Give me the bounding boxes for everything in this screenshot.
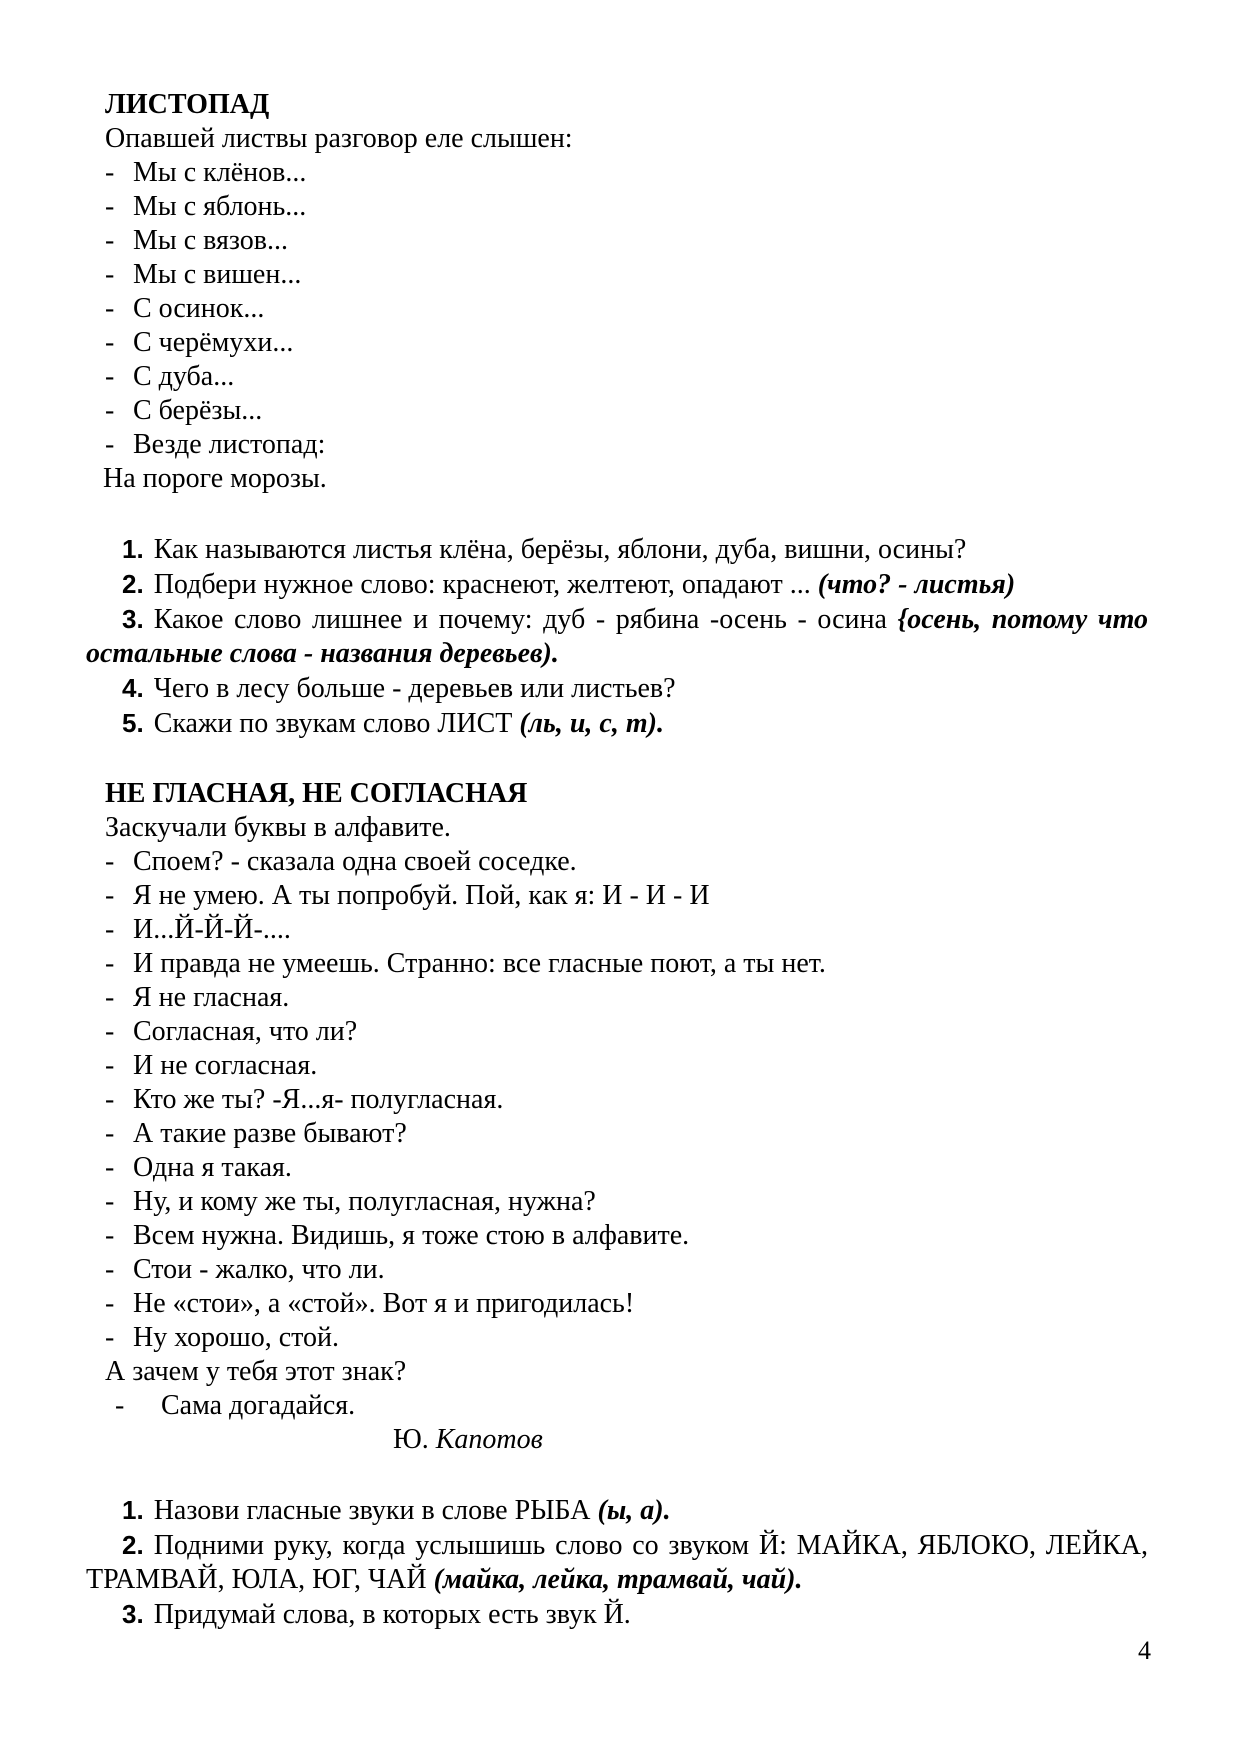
dash-marker: - bbox=[105, 948, 115, 979]
poem-line-text: С берёзы... bbox=[133, 395, 263, 426]
question-item bbox=[86, 706, 1148, 741]
question-item bbox=[86, 671, 1148, 706]
poem-line-text: Мы с клёнов... bbox=[133, 157, 307, 188]
dialogue-line bbox=[86, 1083, 1148, 1117]
poem-closing: На пороге морозы. bbox=[103, 463, 327, 494]
poem-line bbox=[86, 360, 1148, 394]
poem-line-text: С черёмухи... bbox=[133, 327, 294, 358]
dash-marker: - bbox=[105, 846, 115, 877]
question-number: 3. bbox=[122, 604, 144, 634]
dash-marker: - bbox=[115, 1390, 125, 1421]
dash-marker: - bbox=[105, 395, 115, 426]
dialogue-intro: Заскучали буквы в алфавите. bbox=[105, 812, 451, 843]
spacer bbox=[86, 1457, 1148, 1493]
dash-marker: - bbox=[105, 982, 115, 1013]
author-name: Капотов bbox=[435, 1424, 543, 1455]
question-text: Назови гласные звуки в слове РЫБА bbox=[153, 1495, 598, 1526]
dialogue-line bbox=[86, 1185, 1148, 1219]
question-text: Чего в лесу больше - деревьев или листьев? bbox=[153, 673, 676, 704]
dialogue-line bbox=[86, 1321, 1148, 1355]
dialogue-line bbox=[86, 947, 1148, 981]
dialogue-line bbox=[86, 1015, 1148, 1049]
spacer bbox=[86, 496, 1148, 532]
question-number: 4. bbox=[122, 673, 144, 703]
dialogue-text: И не согласная. bbox=[133, 1050, 318, 1081]
question-text: Как называются листья клёна, берёзы, яблони, дуба, вишни, осины? bbox=[153, 534, 967, 565]
question-number: 1. bbox=[122, 534, 144, 564]
poem-line bbox=[86, 292, 1148, 326]
section-title-listopad: ЛИСТОПАД bbox=[105, 89, 270, 120]
dash-marker: - bbox=[105, 225, 115, 256]
question-item bbox=[86, 532, 1148, 567]
poem-line bbox=[86, 428, 1148, 462]
dialogue-text: Споем? - сказала одна своей соседке. bbox=[133, 846, 577, 877]
poem-line-text: Везде листопад: bbox=[133, 429, 326, 460]
poem-line bbox=[86, 394, 1148, 428]
question-number: 2. bbox=[122, 1530, 144, 1560]
dash-marker: - bbox=[105, 191, 115, 222]
dash-marker: - bbox=[105, 880, 115, 911]
dash-marker: - bbox=[105, 1186, 115, 1217]
dash-marker: - bbox=[105, 361, 115, 392]
question-text: Скажи по звукам слово ЛИСТ bbox=[153, 708, 520, 739]
dash-marker: - bbox=[105, 157, 115, 188]
question-item bbox=[86, 602, 1148, 671]
dialogue-text: И правда не умеешь. Странно: все гласные поют, а ты нет. bbox=[133, 948, 826, 979]
question-number: 2. bbox=[122, 569, 144, 599]
question-item bbox=[86, 567, 1148, 602]
dash-marker: - bbox=[105, 1254, 115, 1285]
dialogue-line bbox=[86, 981, 1148, 1015]
dash-marker: - bbox=[105, 1220, 115, 1251]
poem-line bbox=[86, 224, 1148, 258]
answer-text: {осень, потому что остальные слова - названия деревьев). bbox=[86, 604, 1148, 669]
dialogue-text: И...Й-Й-Й-.... bbox=[133, 914, 291, 945]
dash-marker: - bbox=[105, 1050, 115, 1081]
poem-line-text: Мы с вишен... bbox=[133, 259, 302, 290]
dialogue-line bbox=[86, 1219, 1148, 1253]
poem-intro: Опавшей листвы разговор еле слышен: bbox=[105, 123, 573, 154]
answer-text: (майка, лейка, трамвай, чай). bbox=[433, 1564, 803, 1595]
answer-text: (что? - листья) bbox=[817, 569, 1016, 600]
dash-marker: - bbox=[105, 914, 115, 945]
dialogue-line bbox=[86, 1049, 1148, 1083]
dialogue-text: Не «стои», а «стой». Вот я и пригодилась! bbox=[133, 1288, 635, 1319]
dash-marker: - bbox=[105, 1322, 115, 1353]
poem-line-text: С осинок... bbox=[133, 293, 265, 324]
dialogue-line bbox=[86, 1117, 1148, 1151]
dialogue-text: Согласная, что ли? bbox=[133, 1016, 358, 1047]
page-number: 4 bbox=[1138, 1636, 1151, 1665]
dialogue-text: Ну хорошо, стой. bbox=[133, 1322, 339, 1353]
question-item bbox=[86, 1597, 1148, 1632]
dialogue-line bbox=[86, 1287, 1148, 1321]
poem-line-text: Мы с яблонь... bbox=[133, 191, 307, 222]
question-item bbox=[86, 1528, 1148, 1597]
question-number: 3. bbox=[122, 1599, 144, 1629]
dialogue-line bbox=[86, 1253, 1148, 1287]
author-initial: Ю. bbox=[393, 1424, 436, 1455]
dash-marker: - bbox=[105, 1288, 115, 1319]
dialogue-text: Одна я такая. bbox=[133, 1152, 292, 1183]
dialogue-final-line bbox=[86, 1389, 1148, 1423]
dash-marker: - bbox=[105, 1084, 115, 1115]
section-title-vowel: НЕ ГЛАСНАЯ, НЕ СОГЛАСНАЯ bbox=[105, 778, 528, 809]
dash-marker: - bbox=[105, 259, 115, 290]
dialogue-line bbox=[86, 1151, 1148, 1185]
dialogue-text: Кто же ты? -Я...я- полугласная. bbox=[133, 1084, 504, 1115]
poem-line bbox=[86, 258, 1148, 292]
question-text: Придумай слова, в которых есть звук Й. bbox=[153, 1599, 631, 1630]
dialogue-text: Я не гласная. bbox=[133, 982, 290, 1013]
dialogue-text: Стои - жалко, что ли. bbox=[133, 1254, 385, 1285]
answer-text: (ы, а). bbox=[597, 1495, 671, 1526]
question-number: 5. bbox=[122, 708, 144, 738]
dialogue-line bbox=[86, 913, 1148, 947]
dash-marker: - bbox=[105, 1152, 115, 1183]
question-text: Подбери нужное слово: краснеют, желтеют, опадают ... bbox=[153, 569, 818, 600]
dash-marker: - bbox=[105, 327, 115, 358]
dialogue-text: Сама догадайся. bbox=[161, 1390, 356, 1421]
spacer bbox=[86, 741, 1148, 777]
poem-line bbox=[86, 326, 1148, 360]
dash-marker: - bbox=[105, 1118, 115, 1149]
poem-line bbox=[86, 190, 1148, 224]
dialogue-text: Ну, и кому же ты, полугласная, нужна? bbox=[133, 1186, 596, 1217]
dialogue-line bbox=[86, 845, 1148, 879]
question-number: 1. bbox=[122, 1495, 144, 1525]
dash-marker: - bbox=[105, 293, 115, 324]
dialogue-text: Я не умею. А ты попробуй. Пой, как я: И - И - И bbox=[133, 880, 710, 911]
author-line bbox=[86, 1423, 1148, 1457]
document-page bbox=[86, 88, 1148, 1632]
dialogue-line bbox=[86, 879, 1148, 913]
poem-line-text: Мы с вязов... bbox=[133, 225, 288, 256]
dash-marker: - bbox=[105, 429, 115, 460]
poem-line-text: С дуба... bbox=[133, 361, 235, 392]
dialogue-text: Всем нужна. Видишь, я тоже стою в алфавите. bbox=[133, 1220, 690, 1251]
dialogue-question-line: А зачем у тебя этот знак? bbox=[105, 1356, 407, 1387]
question-text: Подними руку, когда услышишь слово со звуком Й: МАЙКА, ЯБЛОКО, ЛЕЙКА, ТРАМВАЙ, ЮЛА, ЮГ, ЧАЙ bbox=[86, 1530, 1148, 1595]
question-item bbox=[86, 1493, 1148, 1528]
dash-marker: - bbox=[105, 1016, 115, 1047]
question-text: Какое слово лишнее и почему: дуб - рябина -осень - осина bbox=[153, 604, 898, 635]
answer-text: (ль, и, с, т). bbox=[519, 708, 664, 739]
dialogue-text: А такие разве бывают? bbox=[133, 1118, 407, 1149]
poem-line bbox=[86, 156, 1148, 190]
